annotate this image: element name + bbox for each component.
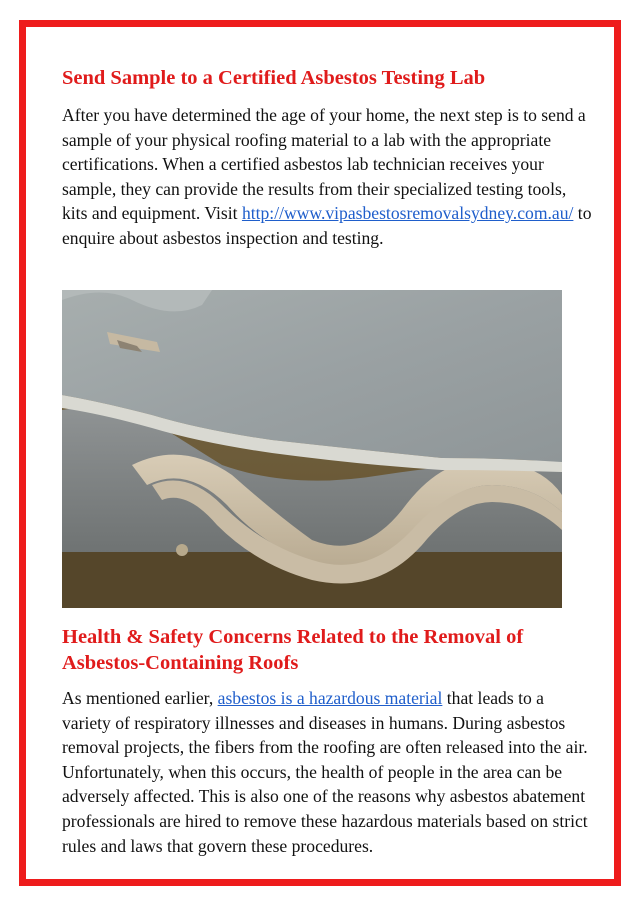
asbestos-roof-photo [62, 290, 562, 608]
paragraph-text: that leads to a variety of respiratory illnesses and diseases in humans. During asbestos removal projects, the fibers from the roofing are often released into the air. Unfortunately, when this occurs, the health of people in the area can be adversely affected. This is also one of the reasons why asbestos abatement professionals are hired to remove these hazardous materials based on strict rules and laws that govern these procedures. [62, 688, 588, 856]
section-sample-testing [62, 66, 592, 251]
section-health-safety [62, 624, 597, 858]
paragraph-text: to enquire about asbestos inspection and testing. [62, 203, 592, 248]
hazardous-material-link[interactable]: asbestos is a hazardous material [217, 688, 443, 708]
paragraph-text: As mentioned earlier, [62, 688, 218, 708]
website-link[interactable]: http://www.vipasbestosremovalsydney.com.au/ [241, 203, 574, 224]
section-paragraph [62, 686, 597, 858]
section-heading: Health & Safety Concerns Related to the Removal of Asbestos-Containing Roofs [62, 626, 524, 674]
section-heading: Send Sample to a Certified Asbestos Testing Lab [62, 67, 486, 89]
section-paragraph [62, 103, 592, 251]
paragraph-text: After you have determined the age of your home, the next step is to send a sample of your physical roofing material to a lab with the appropriate certifications. When a certified asbestos lab technician receives your sample, they can provide the results from their specialized testing tools, kits and equipment. Visit [62, 105, 586, 224]
